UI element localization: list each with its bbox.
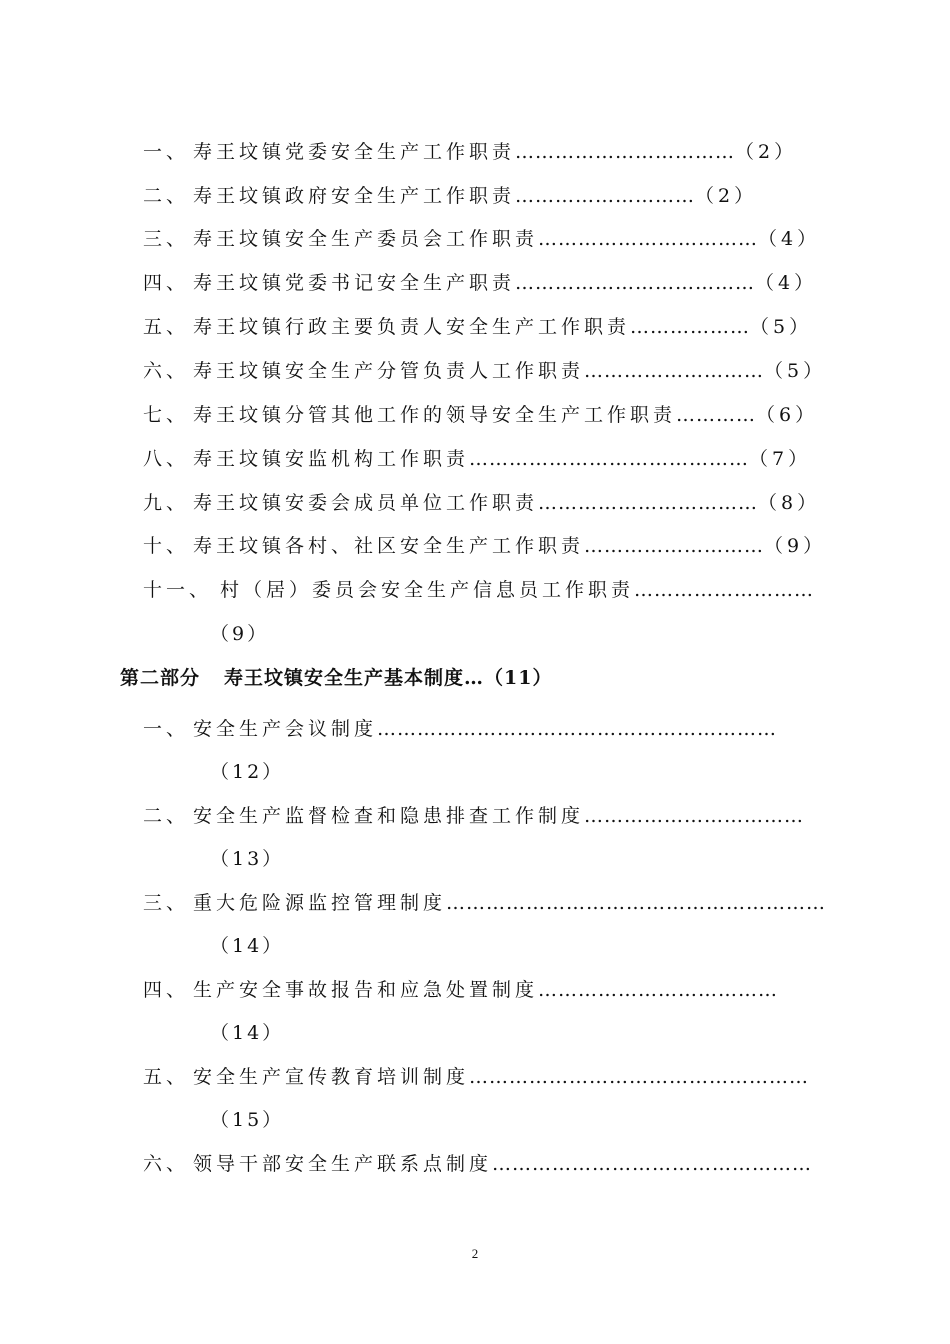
toc-entry-number: 二、 [143, 805, 190, 827]
toc-entry-page: （8） [758, 492, 821, 514]
toc-leader-dots: … [464, 667, 485, 689]
toc-leader-dots: ……………………… [634, 579, 815, 601]
toc-entry-number: 七、 [143, 404, 190, 426]
toc-entry-page: （14） [210, 935, 285, 957]
toc-entry-page: （9） [764, 535, 827, 557]
toc-entry[interactable] [0, 530, 950, 562]
toc-entry[interactable] [0, 180, 950, 212]
toc-entry-number: 五、 [143, 1066, 190, 1088]
toc-entry[interactable] [0, 223, 950, 255]
toc-entry-page: （5） [750, 316, 813, 338]
toc-entry-number: 十、 [143, 535, 190, 557]
toc-leader-dots: …………………………………………………… [377, 718, 778, 740]
toc-leader-dots: …………………………………… [469, 448, 750, 470]
toc-entry[interactable] [0, 887, 950, 919]
toc-entry[interactable] [0, 974, 950, 1006]
toc-entry-number: 四、 [143, 979, 190, 1001]
toc-entry-title: 寿王坟镇安全生产委员会工作职责 [193, 228, 539, 250]
toc-entry-title: 寿王坟镇行政主要负责人安全生产工作职责 [193, 316, 631, 338]
toc-entry-page: （15） [210, 1109, 285, 1131]
toc-entry-page: （6） [756, 404, 819, 426]
toc-leader-dots: …………………………………………… [469, 1066, 810, 1088]
toc-leader-dots: ……………………………… [515, 272, 756, 294]
toc-entry-number: 四、 [143, 272, 190, 294]
toc-entry-title: 寿王坟镇分管其他工作的领导安全生产工作职责 [193, 404, 677, 426]
toc-entry-page: （4） [758, 228, 821, 250]
toc-entry-number: 一、 [143, 718, 190, 740]
section-page: （11） [484, 667, 553, 689]
toc-leader-dots: …………………………… [584, 805, 805, 827]
toc-entry-continuation [0, 930, 950, 962]
toc-entry-page: （7） [749, 448, 812, 470]
section-label: 第二部分 [120, 667, 201, 689]
toc-entry[interactable] [0, 574, 950, 606]
toc-leader-dots: ……………………… [584, 535, 765, 557]
toc-entry-title: 安全生产监督检查和隐患排查工作制度 [193, 805, 585, 827]
toc-entry-title: 寿王坟镇各村、社区安全生产工作职责 [193, 535, 585, 557]
toc-entry-continuation [0, 1104, 950, 1136]
toc-leader-dots: …………………………… [538, 492, 759, 514]
toc-entry[interactable] [0, 136, 950, 168]
toc-entry-page: （14） [210, 1022, 285, 1044]
toc-entry-title: 安全生产会议制度 [193, 718, 378, 740]
toc-entry-number: 三、 [143, 228, 190, 250]
toc-entry-title: 寿王坟镇安全生产分管负责人工作职责 [193, 360, 585, 382]
toc-entry-number: 六、 [143, 360, 190, 382]
toc-entry-page: （9） [210, 623, 270, 645]
toc-entry[interactable] [0, 443, 950, 475]
toc-entry[interactable] [0, 713, 950, 745]
toc-entry-title: 寿王坟镇安监机构工作职责 [193, 448, 470, 470]
toc-entry[interactable] [0, 267, 950, 299]
toc-entry-continuation [0, 618, 950, 650]
toc-leader-dots: ………… [676, 404, 757, 426]
toc-entry[interactable] [0, 1148, 950, 1180]
toc-entry-title: 重大危险源监控管理制度 [193, 892, 447, 914]
toc-entry-number: 六、 [143, 1153, 190, 1175]
toc-entry-title: 寿王坟镇党委书记安全生产职责 [193, 272, 516, 294]
toc-entry-number: 九、 [143, 492, 190, 514]
toc-entry-number: 八、 [143, 448, 190, 470]
toc-entry[interactable] [0, 311, 950, 343]
toc-entry-title: 寿王坟镇政府安全生产工作职责 [193, 185, 516, 207]
toc-entry-page: （12） [210, 761, 285, 783]
toc-entry-title: 生产安全事故报告和应急处置制度 [193, 979, 539, 1001]
toc-leader-dots: ………………………………………………… [446, 892, 827, 914]
toc-entry[interactable] [0, 800, 950, 832]
toc-entry-title: 领导干部安全生产联系点制度 [193, 1153, 493, 1175]
toc-entry-continuation [0, 843, 950, 875]
toc-leader-dots: …………………………… [515, 141, 736, 163]
toc-entry-page: （4） [755, 272, 818, 294]
toc-entry-number: 二、 [143, 185, 190, 207]
toc-entry-page: （5） [764, 360, 827, 382]
toc-leader-dots: ……………………… [584, 360, 765, 382]
toc-entry-number: 三、 [143, 892, 190, 914]
toc-entry-title: 寿王坟镇党委安全生产工作职责 [193, 141, 516, 163]
toc-entry-page: （13） [210, 848, 285, 870]
toc-leader-dots: ……………… [630, 316, 751, 338]
toc-entry[interactable] [0, 487, 950, 519]
toc-leader-dots: ……………………………… [538, 979, 779, 1001]
section-heading[interactable] [120, 662, 840, 694]
section-title: 寿王坟镇安全生产基本制度 [224, 667, 465, 689]
toc-entry[interactable] [0, 399, 950, 431]
toc-leader-dots: ………………………………………… [492, 1153, 813, 1175]
page-number: 2 [471, 1246, 479, 1261]
toc-entry-number: 五、 [143, 316, 190, 338]
toc-entry-title: 村（居）委员会安全生产信息员工作职责 [220, 579, 635, 601]
toc-leader-dots: …………………………… [538, 228, 759, 250]
toc-entry-page: （2） [695, 185, 758, 207]
toc-entry-title: 安全生产宣传教育培训制度 [193, 1066, 470, 1088]
toc-entry-continuation [0, 756, 950, 788]
toc-entry-continuation [0, 1017, 950, 1049]
toc-entry-page: （2） [735, 141, 798, 163]
toc-entry[interactable] [0, 1061, 950, 1093]
toc-leader-dots: ……………………… [515, 185, 696, 207]
toc-entry-number: 一、 [143, 141, 190, 163]
toc-entry-title: 寿王坟镇安委会成员单位工作职责 [193, 492, 539, 514]
toc-entry[interactable] [0, 355, 950, 387]
toc-entry-number: 十一、 [143, 579, 213, 601]
